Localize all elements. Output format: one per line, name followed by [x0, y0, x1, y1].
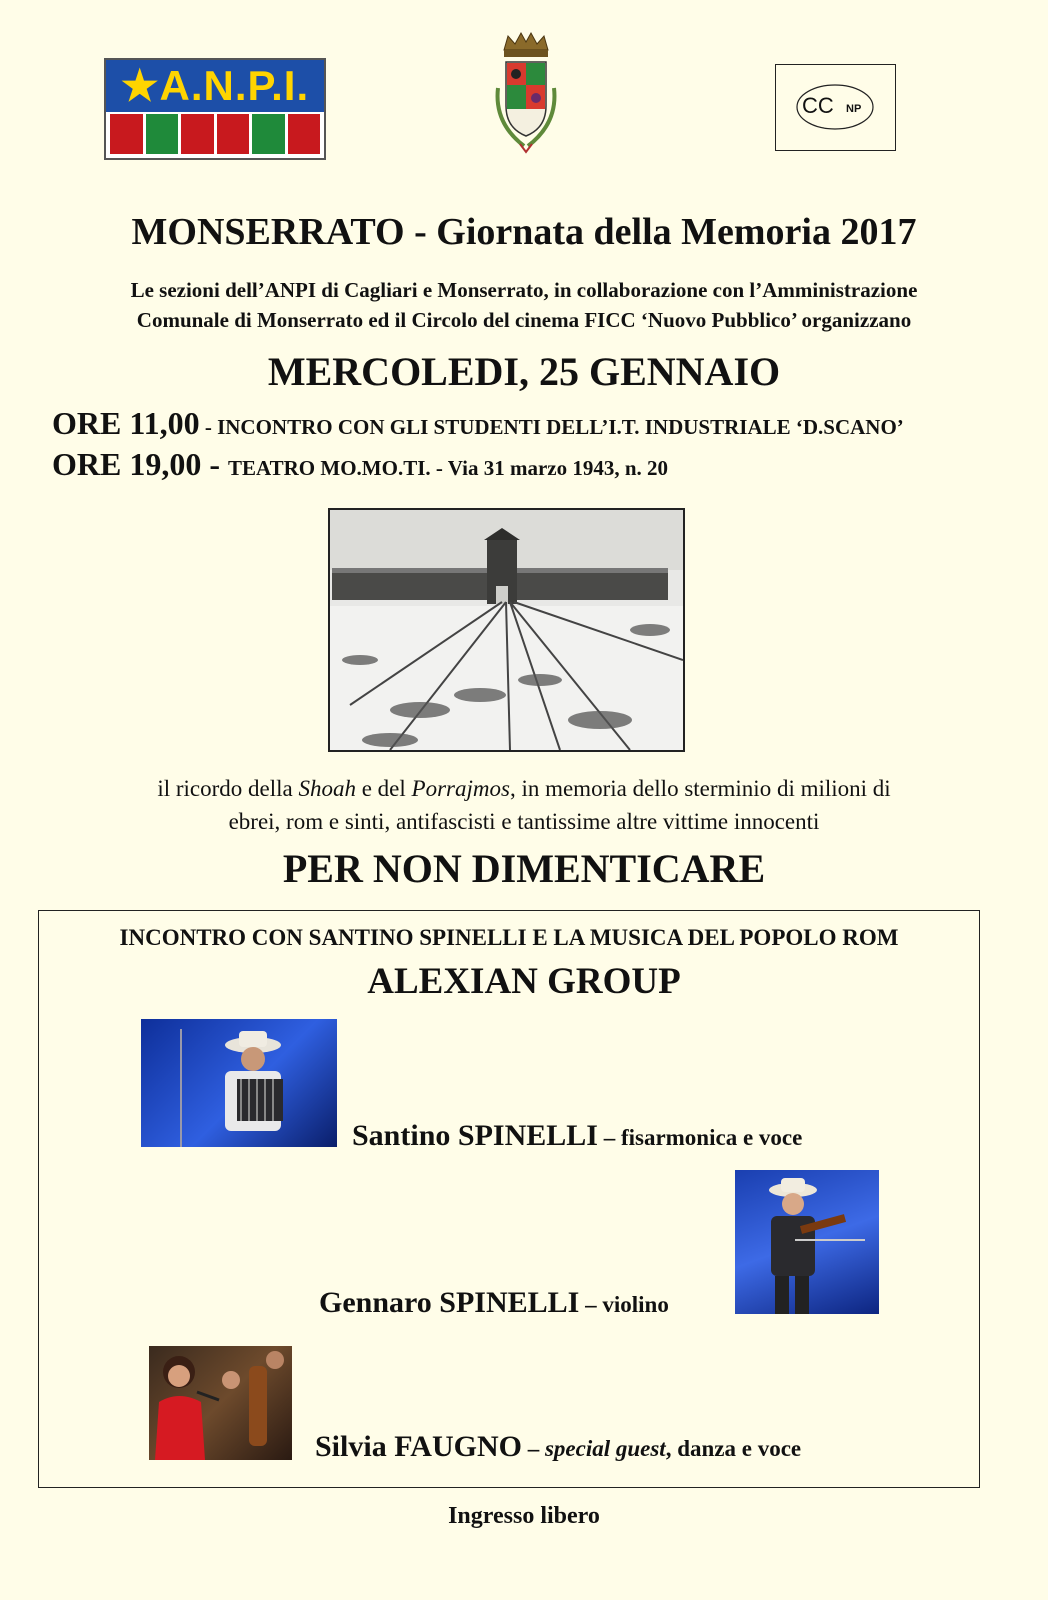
memory-text	[0, 772, 1048, 838]
ccnp-logo-sub: NP	[846, 103, 862, 115]
anpi-logo	[104, 58, 326, 160]
schedule-time: ORE 11,00	[52, 405, 200, 441]
performer-name: Santino SPINELLI	[352, 1119, 598, 1152]
schedule-dash: -	[199, 415, 218, 439]
violinist-photo	[735, 1170, 879, 1314]
ccnp-logo-main: CC	[802, 93, 834, 118]
page-title: MONSERRATO - Giornata della Memoria 2017	[131, 211, 917, 253]
ccnp-logo	[775, 64, 896, 151]
performer-silvia	[315, 1430, 801, 1464]
schedule-time: ORE 19,00	[52, 446, 202, 482]
event-date: MERCOLEDI, 25 GENNAIO	[267, 349, 781, 394]
schedule-description: INCONTRO CON GLI STUDENTI DELL’I.T. INDUSTRIALE ‘D.SCANO’	[217, 415, 904, 439]
admission-note: Ingresso libero	[448, 1503, 600, 1529]
schedule-row-evening	[52, 446, 668, 483]
accordion-player-photo	[141, 1019, 337, 1147]
group-name: ALEXIAN GROUP	[367, 961, 681, 1002]
performer-role: – fisarmonica e voce	[597, 1125, 803, 1150]
memory-line-2: ebrei, rom e sinti, antifascisti e tantissime altre vittime innocenti	[228, 809, 820, 834]
performer-role-rest: , danza e voce	[665, 1436, 802, 1461]
performer-name: Gennaro SPINELLI	[319, 1286, 580, 1319]
ccnp-ellipse-icon	[776, 65, 894, 149]
memory-text-part: , in memoria dello sterminio di milioni di	[509, 776, 891, 801]
intro-line-2: Comunale di Monserrato ed il Circolo del cinema FICC ‘Nuovo Pubblico’ organizzano	[136, 308, 912, 332]
motto: PER NON DIMENTICARE	[282, 846, 766, 891]
memory-shoah: Shoah	[298, 776, 356, 801]
intro-line-1: Le sezioni dell’ANPI di Cagliari e Monserrato, in collaborazione con l’Amministrazione	[130, 278, 918, 302]
memory-porrajmos: Porrajmos	[411, 776, 510, 801]
historic-camp-photo	[328, 508, 685, 752]
performer-role-dash: –	[521, 1436, 545, 1461]
schedule-row-morning	[52, 405, 904, 442]
singer-photo	[149, 1346, 292, 1460]
anpi-flag-stripes	[110, 114, 320, 154]
event-heading: INCONTRO CON SANTINO SPINELLI E LA MUSICA DEL POPOLO ROM	[119, 925, 899, 950]
schedule-description: TEATRO MO.MO.TI. - Via 31 marzo 1943, n. 20	[228, 456, 669, 480]
performer-role-italic: special guest	[544, 1436, 666, 1461]
performer-gennaro	[319, 1286, 669, 1320]
anpi-logo-text: ★A.N.P.I.	[106, 60, 324, 112]
intro-text	[0, 275, 1048, 335]
memory-text-part: e del	[355, 776, 412, 801]
schedule-dash: -	[201, 446, 228, 482]
performer-role: – violino	[579, 1292, 669, 1317]
municipal-crest-icon	[484, 28, 568, 160]
memory-text-part: il ricordo della	[157, 776, 299, 801]
memory-line-1	[0, 772, 1048, 805]
camp-gate-rails-image	[330, 510, 683, 750]
performer-santino	[352, 1119, 802, 1153]
performer-name: Silvia FAUGNO	[315, 1430, 522, 1463]
